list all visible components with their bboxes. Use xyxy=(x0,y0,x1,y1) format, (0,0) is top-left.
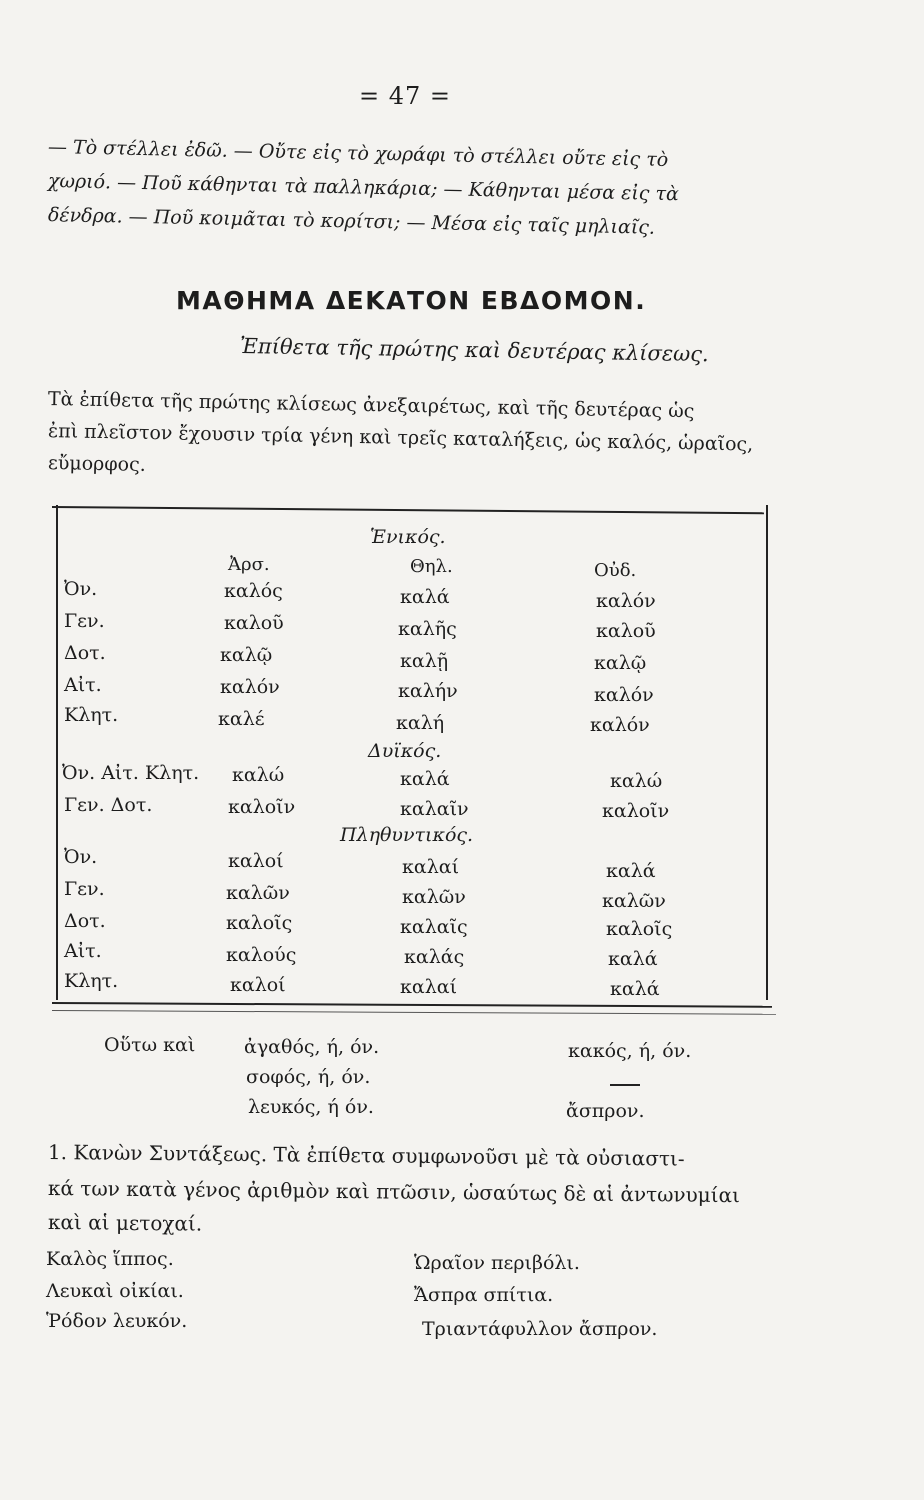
table-cell: καλώ xyxy=(232,764,285,786)
table-cell: καλόν xyxy=(596,590,656,612)
column-masculine: Ἀρσ. xyxy=(228,554,270,575)
intro-line-1: Τὰ ἐπίθετα τῆς πρώτης κλίσεως ἀνεξαιρέτως, καὶ τῆς δευτέρας ὡς xyxy=(47,388,695,423)
singular-header: Ἑνικός. xyxy=(370,526,446,548)
table-cell: καλά xyxy=(608,948,658,970)
rule-line-3: καὶ αἱ μετοχαί. xyxy=(47,1210,203,1236)
case-label: Ὀν. xyxy=(64,578,98,600)
intro-line-2: ἐπὶ πλεῖστον ἔχουσιν τρία γένη καὶ τρεῖς καταλήξεις, ὡς καλός, ὡραῖος, xyxy=(47,420,754,456)
table-cell: καλή xyxy=(396,712,445,734)
table-cell: καλῷ xyxy=(220,644,273,666)
column-neuter: Οὐδ. xyxy=(594,560,637,581)
case-label: Αἰτ. xyxy=(64,674,102,696)
case-label: Γεν. xyxy=(64,878,105,900)
case-label: Αἰτ. xyxy=(64,940,102,962)
case-label: Κλητ. xyxy=(64,704,119,726)
rule-line-1: 1. Κανὼν Συντάξεως. Τὰ ἐπίθετα συμφωνοῦσι μὲ τὰ οὐσιαστι- xyxy=(47,1140,685,1171)
examples-lead: Οὕτω καὶ xyxy=(104,1034,196,1056)
dual-header: Δυϊκός. xyxy=(368,740,442,762)
example-adjective: λευκός, ή όν. xyxy=(248,1096,374,1118)
table-cell: καλοί xyxy=(228,850,284,872)
case-label: Ὀν. Αἰτ. Κλητ. xyxy=(62,762,200,784)
table-cell: καλαῖς xyxy=(400,916,468,938)
page-number: = 47 = xyxy=(358,82,451,110)
lesson-title: ΜΑΘΗΜΑ ΔΕΚΑΤΟΝ ΕΒΔΟΜΟΝ. xyxy=(176,286,647,315)
table-cell: καλαί xyxy=(402,856,460,878)
phrase-example: Ὡραῖον περιβόλι. xyxy=(414,1252,580,1274)
table-cell: καλέ xyxy=(218,708,265,730)
case-label: Γεν. xyxy=(64,610,105,632)
dialogue-line-1: — Τὸ στέλλει ἐδῶ. — Οὔτε εἰς τὸ χωράφι τὸ στέλλει οὔτε εἰς τὸ xyxy=(47,136,669,171)
dialogue-line-3: δένδρα. — Ποῦ κοιμᾶται τὸ κορίτσι; — Μέσα εἰς ταῖς μηλιαῖς. xyxy=(47,204,656,239)
plural-header: Πληθυντικός. xyxy=(340,824,474,846)
table-cell: καλοῦ xyxy=(596,620,656,642)
table-cell: καλαί xyxy=(400,976,458,998)
table-cell: καλῶν xyxy=(602,890,666,912)
table-cell: καλοί xyxy=(230,974,286,996)
table-cell: καλοῖς xyxy=(226,912,293,934)
table-cell: καλοῖν xyxy=(602,800,670,822)
table-cell: καλοῖν xyxy=(228,796,296,818)
table-cell: καλοῦ xyxy=(224,612,284,634)
lesson-subtitle: Ἐπίθετα τῆς πρώτης καὶ δευτέρας κλίσεως. xyxy=(239,334,709,367)
table-cell: καλά xyxy=(400,586,450,608)
table-cell: καλά xyxy=(606,860,656,882)
column-feminine: Θηλ. xyxy=(410,556,453,577)
example-adjective: ἀγαθός, ή, όν. xyxy=(244,1036,380,1058)
intro-line-3: εὔμορφος. xyxy=(47,452,146,476)
case-label: Γεν. Δοτ. xyxy=(64,794,153,816)
example-adjective: σοφός, ή, όν. xyxy=(246,1066,371,1088)
table-cell: καλαῖν xyxy=(400,798,469,820)
table-cell: καλόν xyxy=(594,684,654,706)
table-cell: καλοῖς xyxy=(606,918,673,940)
phrase-example: Ῥόδον λευκόν. xyxy=(46,1310,188,1332)
phrase-example: Λευκαὶ οἰκίαι. xyxy=(46,1280,184,1302)
table-cell: καλῶν xyxy=(402,886,466,908)
table-cell: καλῶν xyxy=(226,882,290,904)
table-bottom-rule-2 xyxy=(52,1010,776,1015)
case-label: Κλητ. xyxy=(64,970,119,992)
table-cell: καλούς xyxy=(226,944,297,966)
dialogue-line-2: χωριό. — Ποῦ κάθηνται τὰ παλληκάρια; — Κάθηνται μέσα εἰς τὰ xyxy=(47,170,680,206)
table-cell: καλῇ xyxy=(400,650,449,672)
table-cell: καλός xyxy=(224,580,283,602)
table-cell: καλά xyxy=(610,978,660,1000)
case-label: Δοτ. xyxy=(64,642,106,664)
phrase-example: Τριαντάφυλλον ἄσπρον. xyxy=(422,1318,658,1340)
case-label: Δοτ. xyxy=(64,910,106,932)
table-cell: καλόν xyxy=(590,714,650,736)
phrase-example: Καλὸς ἵππος. xyxy=(46,1248,174,1270)
table-cell: καλάς xyxy=(404,946,465,968)
case-label: Ὀν. xyxy=(64,846,98,868)
table-cell: καλόν xyxy=(220,676,280,698)
phrase-example: Ἄσπρα σπίτια. xyxy=(414,1284,554,1306)
table-cell: καλά xyxy=(400,768,450,790)
table-cell: καλώ xyxy=(610,770,663,792)
table-cell: καλήν xyxy=(398,680,458,702)
rule-line-2: κά των κατὰ γένος ἀριθμὸν καὶ πτῶσιν, ὡσαύτως δὲ αἱ ἀντωνυμίαι xyxy=(47,1176,741,1208)
example-adjective: κακός, ή, όν. xyxy=(568,1040,692,1062)
underline-mark xyxy=(610,1084,640,1086)
example-adjective: ἄσπρον. xyxy=(566,1100,645,1122)
table-cell: καλῆς xyxy=(398,618,457,640)
table-cell: καλῷ xyxy=(594,652,647,674)
table-bottom-rule xyxy=(52,1002,772,1008)
